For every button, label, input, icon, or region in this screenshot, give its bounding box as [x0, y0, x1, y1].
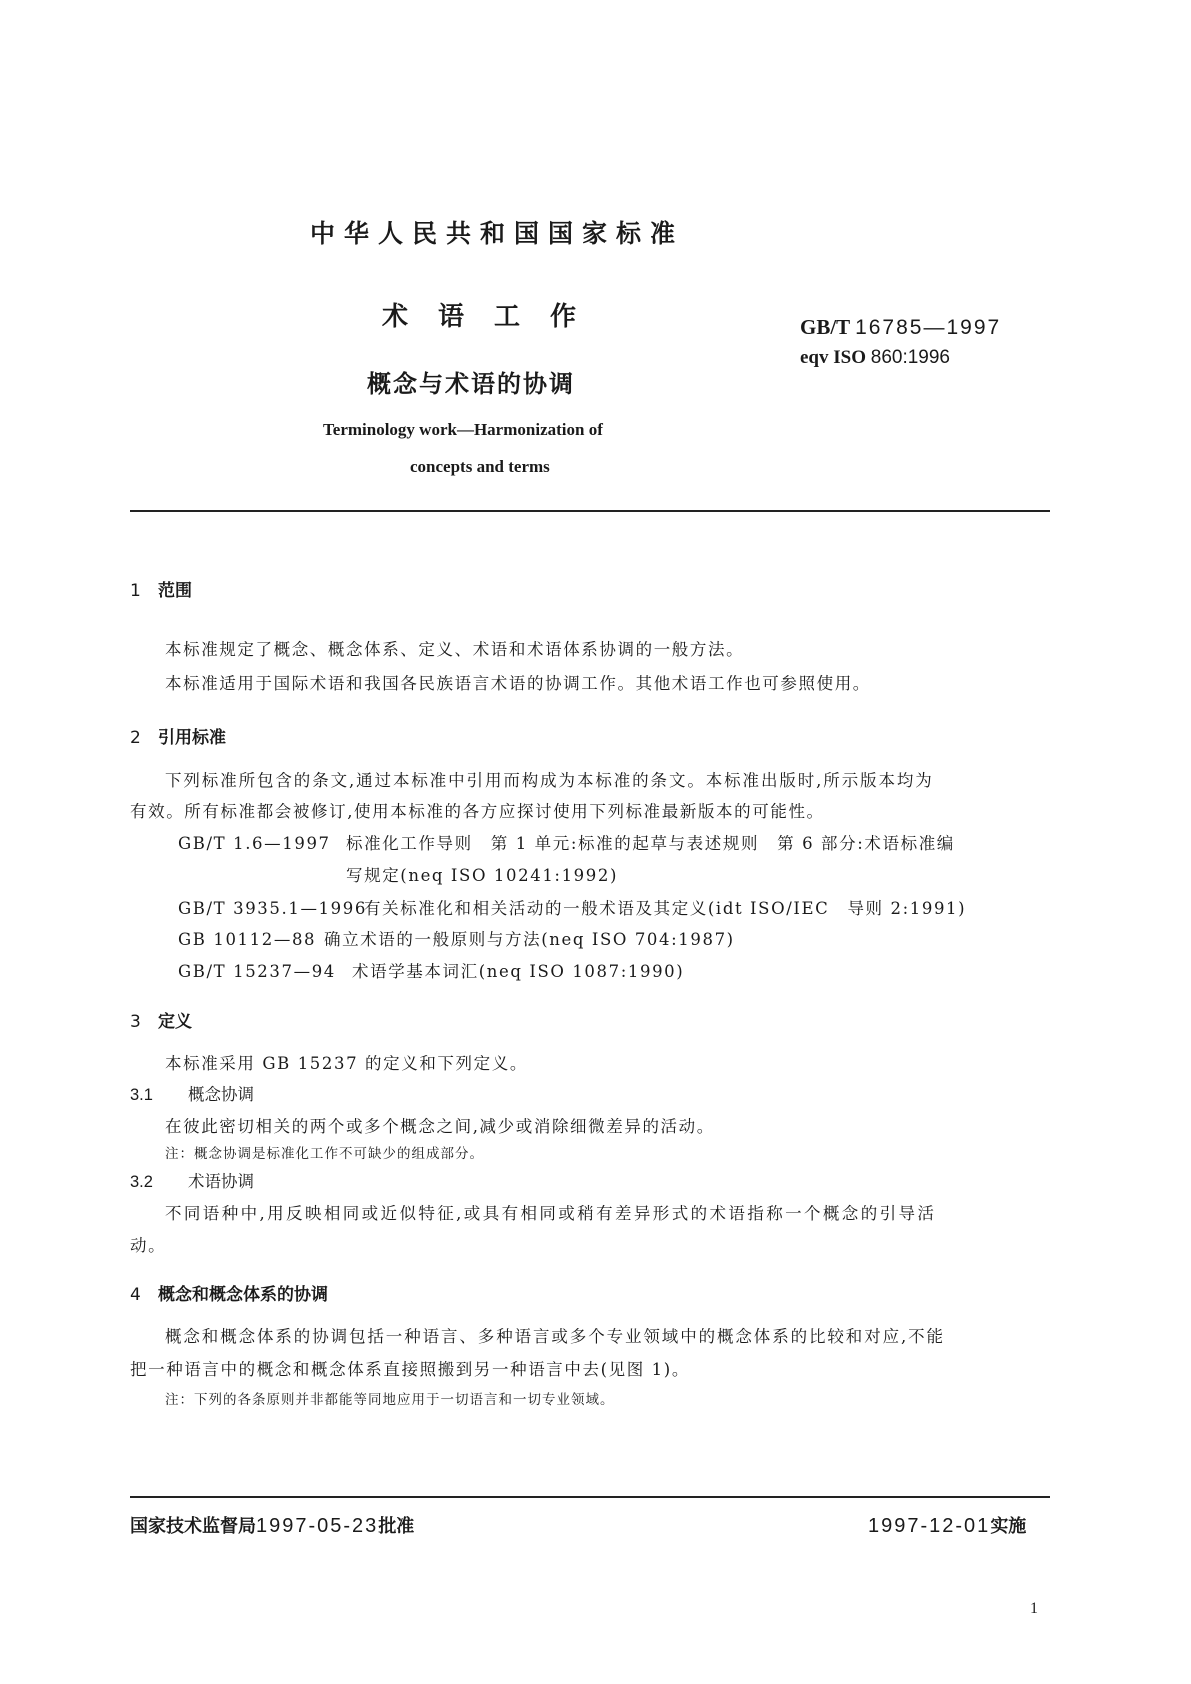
english-title-line2: concepts and terms: [410, 457, 550, 476]
section-4-heading: [130, 1280, 328, 1305]
page-number: 1: [1030, 1600, 1038, 1617]
reference-item: [178, 926, 735, 950]
definition-text-line: 动。: [130, 1236, 167, 1255]
standard-code: [800, 315, 1001, 340]
definition-term: 概念协调: [188, 1085, 254, 1104]
note: 注：下列的各条原则并非都能等同地应用于一切语言和一切专业领域。: [165, 1392, 615, 1408]
approval-suffix: 批准: [378, 1516, 415, 1537]
standard-code-prefix: GB/T: [800, 315, 850, 339]
implementation-date: 1997-12-01: [868, 1515, 991, 1537]
implementation-suffix: 实施: [990, 1516, 1027, 1537]
section-title: 定义: [158, 1012, 192, 1032]
footer-divider: [130, 1496, 1050, 1498]
header-divider: [130, 510, 1050, 512]
national-standard-label: 中华人民共和国国家标准: [310, 219, 685, 248]
reference-code: GB/T 15237—94: [178, 962, 336, 981]
paragraph: 本标准适用于国际术语和我国各民族语言术语的协调工作。其他术语工作也可参照使用。: [165, 674, 871, 693]
reference-item: [178, 830, 955, 854]
section-title: 引用标准: [158, 728, 226, 748]
section-title: 概念和概念体系的协调: [158, 1285, 328, 1305]
reference-item: [178, 895, 966, 919]
paragraph-line: 把一种语言中的概念和概念体系直接照搬到另一种语言中去(见图 1)。: [130, 1360, 690, 1379]
note: 注：概念协调是标准化工作不可缺少的组成部分。: [165, 1146, 484, 1162]
paragraph-line: 概念和概念体系的协调包括一种语言、多种语言或多个专业领域中的概念体系的比较和对应,不能: [165, 1327, 945, 1346]
section-number: 1: [130, 581, 141, 601]
document-title: 术语工作: [382, 302, 607, 332]
definition-text-line: 不同语种中,用反映相同或近似特征,或具有相同或稍有差异形式的术语指称一个概念的引导活: [165, 1204, 937, 1223]
approval-date: 1997-05-23: [256, 1515, 379, 1537]
section-number: 3: [130, 1012, 141, 1032]
reference-code: GB/T 1.6—1997: [178, 834, 331, 853]
equivalent-standard-number: 860:1996: [870, 347, 950, 368]
definition-number: 3.2: [130, 1173, 153, 1191]
paragraph: 本标准采用 GB 15237 的定义和下列定义。: [165, 1054, 528, 1073]
definition-3-2-heading: [130, 1168, 254, 1192]
section-number: 4: [130, 1285, 141, 1305]
paragraph-line: 下列标准所包含的条文,通过本标准中引用而构成为本标准的条文。本标准出版时,所示版本均为: [165, 771, 934, 790]
definition-term: 术语协调: [188, 1172, 254, 1191]
paragraph: 本标准规定了概念、概念体系、定义、术语和术语体系协调的一般方法。: [165, 640, 745, 659]
definition-3-1-heading: [130, 1081, 254, 1105]
definition-number: 3.1: [130, 1086, 153, 1104]
approval-line: [130, 1512, 414, 1538]
section-number: 2: [130, 728, 141, 748]
implementation-line: [868, 1512, 1026, 1538]
definition-text: 在彼此密切相关的两个或多个概念之间,减少或消除细微差异的活动。: [165, 1117, 715, 1136]
paragraph-line: 有效。所有标准都会被修订,使用本标准的各方应探讨使用下列标准最新版本的可能性。: [130, 802, 825, 821]
equivalent-standard: [800, 347, 950, 369]
equivalent-standard-prefix: eqv ISO: [800, 347, 866, 368]
standard-code-number: 16785—1997: [855, 316, 1002, 339]
section-1-heading: [130, 576, 192, 601]
reference-item: [178, 958, 684, 982]
reference-continuation: 写规定(neq ISO 10241:1992): [346, 866, 619, 885]
section-title: 范围: [158, 581, 192, 601]
reference-code: GB 10112—88: [178, 930, 317, 949]
reference-title: 术语学基本词汇(neq ISO 1087:1990): [352, 962, 685, 981]
document-subtitle: 概念与术语的协调: [367, 370, 575, 398]
reference-title: 标准化工作导则 第 1 单元:标准的起草与表述规则 第 6 部分:术语标准编: [346, 834, 955, 853]
section-2-heading: [130, 723, 226, 748]
section-3-heading: [130, 1007, 192, 1032]
english-title-line1: Terminology work—Harmonization of: [323, 420, 603, 439]
reference-title: 有关标准化和相关活动的一般术语及其定义(idt ISO/IEC 导则 2:1991): [364, 899, 967, 918]
approval-org: 国家技术监督局: [130, 1516, 256, 1537]
reference-code: GB/T 3935.1—1996: [178, 899, 367, 918]
reference-title: 确立术语的一般原则与方法(neq ISO 704:1987): [324, 930, 735, 949]
